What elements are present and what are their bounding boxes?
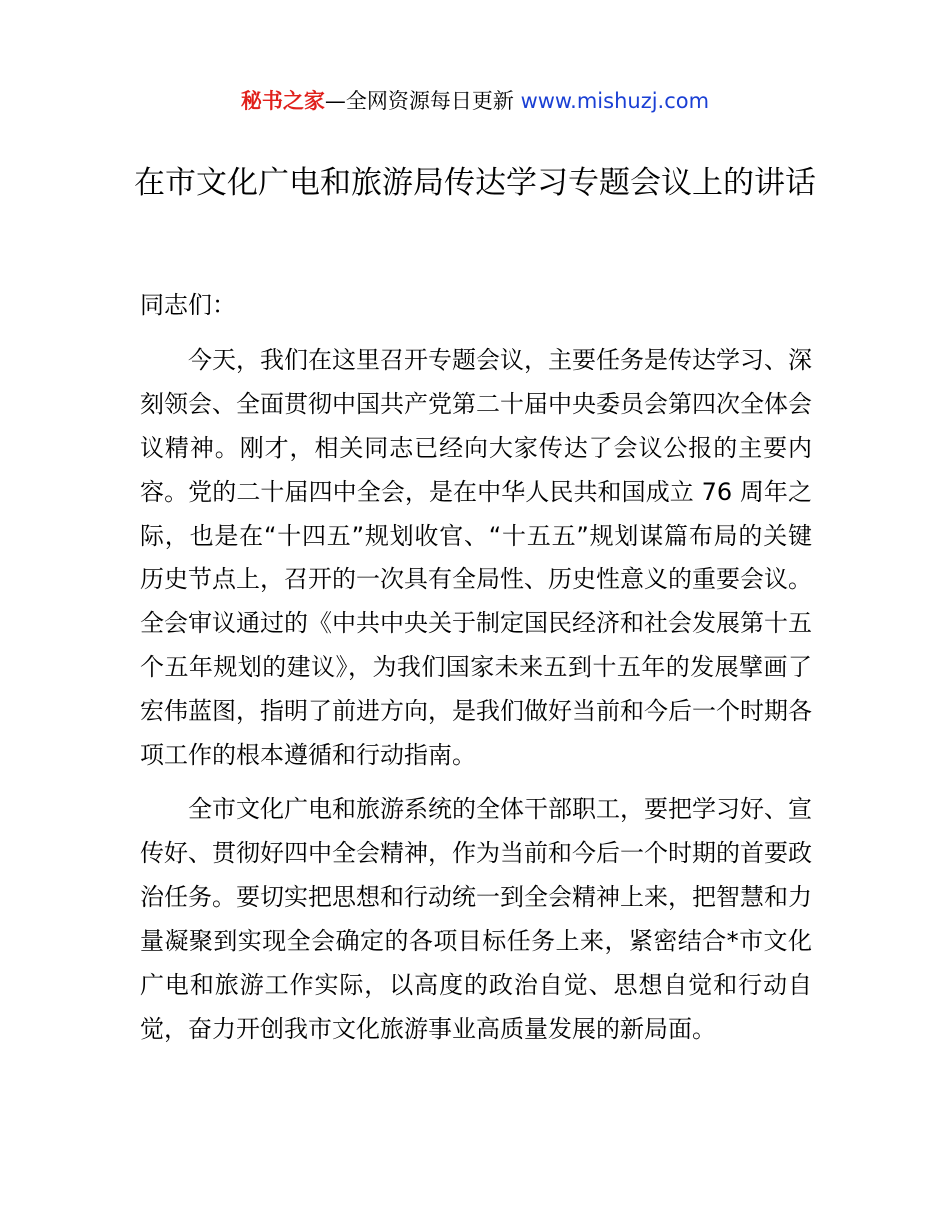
- site-header: [0, 86, 950, 116]
- salutation: 同志们：: [140, 291, 236, 319]
- document-body: [140, 284, 812, 1051]
- header-tagline: —全网资源每日更新: [324, 89, 521, 113]
- brand-name: 秘书之家: [240, 89, 325, 113]
- site-url-link[interactable]: www.mishuzj.com: [520, 89, 710, 113]
- body-paragraph: 全市文化广电和旅游系统的全体干部职工，要把学习好、宣传好、贯彻好四中全会精神，作为当前和今后一个时期的首要政治任务。要切实把思想和行动统一到全会精神上来，把智慧和力量凝聚到实现全会确定的各项目标任务上来，紧密结合*市文化广电和旅游工作实际，以高度的政治自觉、思想自觉和行动自觉，奋力开创我市文化旅游事业高质量发展的新局面。: [140, 794, 812, 1043]
- document-title: 在市文化广电和旅游局传达学习专题会议上的讲话: [134, 165, 816, 201]
- body-paragraph: 今天，我们在这里召开专题会议，主要任务是传达学习、深刻领会、全面贯彻中国共产党第二十届中央委员会第四次全体会议精神。刚才，相关同志已经向大家传达了会议公报的主要内容。党的二十届四中全会，是在中华人民共和国成立 76 周年之际，也是在“十四五”规划收官、“十五五”规划谋篇布局的关键历史节点上，召开的一次具有全局性、历史性意义的重要会议。全会审议通过的《中共中央关于制定国民经济和社会发展第十五个五年规划的建议》，为我们国家未来五到十五年的发展擘画了宏伟蓝图，指明了前进方向，是我们做好当前和今后一个时期各项工作的根本遵循和行动指南。: [140, 345, 812, 770]
